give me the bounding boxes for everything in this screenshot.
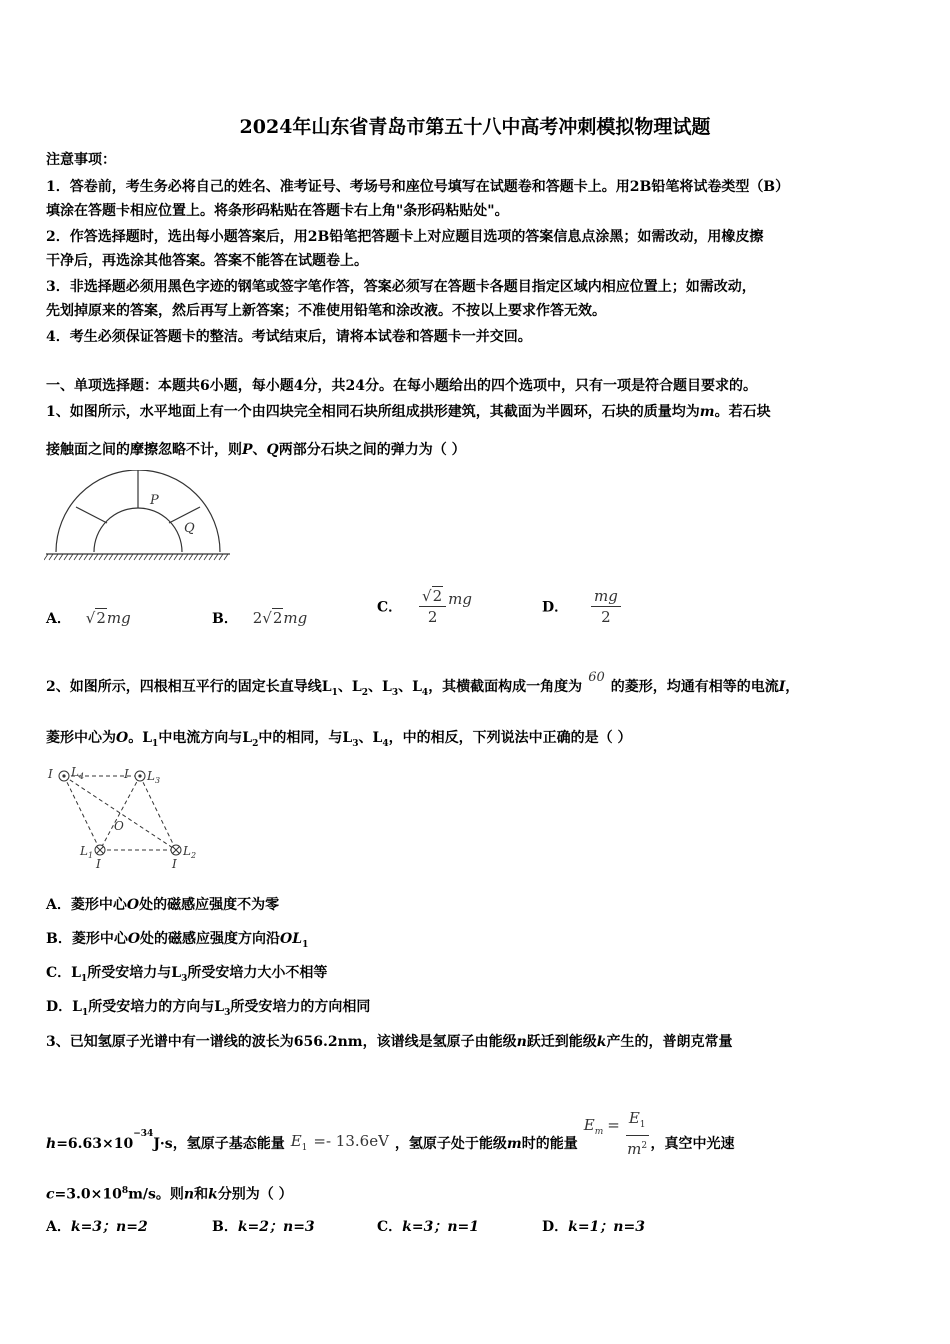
ground-hatch-mark bbox=[124, 554, 128, 560]
ground-hatch-mark bbox=[109, 554, 113, 560]
fig-I-L3: I bbox=[124, 767, 129, 781]
wire-L4-dot bbox=[62, 774, 65, 777]
ground-hatch-mark bbox=[59, 554, 63, 560]
q1-option-b-radicand: 2 bbox=[272, 609, 283, 627]
ground-hatch-mark bbox=[84, 554, 88, 560]
arch-inner-arc bbox=[94, 508, 182, 552]
q2-option-b-text: B．菱形中心 bbox=[46, 931, 128, 947]
ground-hatch-mark bbox=[54, 554, 58, 560]
ground-hatch-mark bbox=[149, 554, 153, 560]
q3-frac-E: E bbox=[628, 1109, 640, 1127]
q2-comma-3: 、L bbox=[398, 679, 422, 695]
q3-option-a[interactable] bbox=[46, 1216, 148, 1236]
q2-comma-2: 、L bbox=[367, 679, 392, 695]
q1-text-a: 1、如图所示，水平地面上有一个由四块完全相同石块所组成拱形建筑，其截面为半圆环，石块的质量均为 bbox=[46, 404, 700, 420]
q2-text-e: 菱形中心为 bbox=[46, 730, 116, 746]
q1-line-2 bbox=[46, 440, 466, 460]
q3-line-1 bbox=[46, 1032, 732, 1052]
ground-hatch-mark bbox=[119, 554, 123, 560]
q1-text-d: 两部分石块之间的弹力为（ ） bbox=[278, 442, 466, 458]
arch-figure bbox=[44, 470, 234, 564]
q2-option-c-a: C．L bbox=[46, 965, 81, 981]
q2-option-b-mid: 处的磁感应强度方向沿 bbox=[140, 931, 281, 947]
q2-sub-2: 2 bbox=[361, 687, 368, 698]
q1-var-m: m bbox=[699, 404, 715, 420]
q3-frac-m: m bbox=[627, 1140, 642, 1158]
q3-text-e: 时的能量 bbox=[521, 1135, 578, 1152]
q2-option-d-s2: 3 bbox=[224, 1007, 231, 1018]
ground-hatch-mark bbox=[74, 554, 78, 560]
q3-option-b-label: B． bbox=[212, 1219, 238, 1235]
q3-and: 和 bbox=[194, 1186, 209, 1203]
ground-hatch-mark bbox=[194, 554, 198, 560]
ground-hatch-mark bbox=[64, 554, 68, 560]
q3-h-value: =6.63×10 bbox=[56, 1135, 134, 1152]
q3-var-n-2: n bbox=[183, 1186, 195, 1203]
q2-text-a: 2、如图所示，四根相互平行的固定长直导线L bbox=[46, 679, 332, 695]
q2-sub-7: 3 bbox=[352, 738, 359, 749]
q3-frac-E-sub: 1 bbox=[639, 1120, 646, 1130]
q1-option-a-tail: mg bbox=[106, 609, 131, 627]
ground-hatch-mark bbox=[139, 554, 143, 560]
ground-hatch-mark bbox=[209, 554, 213, 560]
ground-hatch-mark bbox=[199, 554, 203, 560]
fig-label-L4: $L_4$ bbox=[71, 765, 85, 781]
ground-hatch-mark bbox=[99, 554, 103, 560]
q2-sub-1: 1 bbox=[331, 687, 338, 698]
q2-var-O: O bbox=[116, 730, 129, 746]
q1-var-P: P bbox=[242, 442, 253, 458]
q1-option-c-label: C． bbox=[377, 599, 403, 616]
ground-hatch-mark bbox=[114, 554, 118, 560]
q2-option-d-s1: 1 bbox=[81, 1007, 89, 1018]
q1-sep: 、 bbox=[252, 442, 267, 458]
q1-option-b[interactable]: B． 2√2mg bbox=[212, 609, 308, 627]
ground-hatch-mark bbox=[94, 554, 98, 560]
q3-c-unit: m/s。则 bbox=[128, 1186, 184, 1203]
q3-line-3 bbox=[46, 1181, 293, 1205]
q2-text-j: ，中的相反，下列说法中正确的是（ ） bbox=[388, 730, 632, 746]
q1-option-d-den: 2 bbox=[601, 608, 611, 626]
ground-hatch-mark bbox=[79, 554, 83, 560]
notice-heading: 注意事项： bbox=[46, 152, 116, 168]
q2-text-d: ， bbox=[785, 679, 800, 695]
q2-option-c-c: 所受安培力大小不相等 bbox=[187, 965, 328, 981]
q2-var-I: I bbox=[778, 679, 786, 695]
fig-label-L3: $L_3$ bbox=[147, 769, 161, 785]
notice-line-5: 3．非选择题必须用黑色字迹的钢笔或签字笔作答，答案必须写在答题卡各题目指定区域内相应位置上；如需改动， bbox=[46, 279, 756, 295]
q2-option-d[interactable] bbox=[46, 997, 370, 1023]
q2-option-b-OL: OL bbox=[280, 931, 303, 947]
ground-hatch-mark bbox=[224, 554, 228, 560]
q2-text-g: 中电流方向与L bbox=[158, 730, 253, 746]
q3-var-c: c bbox=[46, 1186, 55, 1203]
q1-option-b-tail: mg bbox=[283, 609, 308, 627]
q3-E1-value: =- 13.6eV bbox=[313, 1131, 389, 1150]
q2-option-d-c: 所受安培力的方向相同 bbox=[230, 999, 371, 1015]
ground-hatch-mark bbox=[159, 554, 163, 560]
q1-option-a[interactable]: A． √2mg bbox=[46, 609, 131, 627]
q2-option-d-b: 所受安培力的方向与L bbox=[88, 999, 225, 1015]
rhombus-diagonal-short bbox=[100, 776, 140, 850]
ground-hatch-mark bbox=[189, 554, 193, 560]
q3-option-a-text: k=3；n=2 bbox=[70, 1219, 148, 1235]
q3-text-g: 分别为（ ） bbox=[217, 1186, 293, 1203]
q3-var-h: h bbox=[46, 1135, 57, 1152]
q2-line-2 bbox=[46, 728, 632, 754]
q2-option-a-tail: 处的磁感应强度不为零 bbox=[139, 897, 280, 913]
q2-line-1 bbox=[46, 670, 800, 703]
q3-var-n: n bbox=[516, 1034, 527, 1050]
ground-hatching bbox=[44, 554, 228, 560]
fig-I-L4: I bbox=[48, 767, 53, 781]
ground-hatch-mark bbox=[154, 554, 158, 560]
q3-option-d[interactable] bbox=[542, 1216, 645, 1236]
fig-label-O: O bbox=[114, 819, 124, 833]
q3-option-c-label: C． bbox=[377, 1219, 403, 1235]
rhombus-side-left bbox=[64, 776, 100, 850]
q2-text-f: 。L bbox=[128, 730, 153, 746]
ground-hatch-mark bbox=[174, 554, 178, 560]
q3-text-f: ，真空中光速 bbox=[650, 1135, 735, 1152]
notice-line-6: 先划掉原来的答案，然后再写上新答案；不准使用铅笔和涂改液。不按以上要求作答无效。 bbox=[46, 303, 606, 319]
notice-line-2: 填涂在答题卡相应位置上。将条形码粘贴在答题卡右上角"条形码粘贴处"。 bbox=[46, 203, 509, 219]
q3-text-a: 3、已知氢原子光谱中有一谱线的波长为656.2nm，该谱线是氢原子由能级 bbox=[46, 1034, 517, 1050]
wire-L3-dot bbox=[138, 774, 141, 777]
q3-var-m: m bbox=[506, 1135, 522, 1152]
rhombus-figure bbox=[44, 762, 209, 870]
q3-option-a-label: A． bbox=[46, 1219, 71, 1235]
page-title: 2024年山东省青岛市第五十八中高考冲刺模拟物理试题 bbox=[239, 116, 711, 138]
ground-hatch-mark bbox=[44, 554, 48, 560]
q3-option-c-text: k=3；n=1 bbox=[402, 1219, 479, 1235]
q2-option-a[interactable] bbox=[46, 895, 279, 915]
q2-angle: 60 bbox=[588, 670, 605, 685]
q1-text-c: 接触面之间的摩擦忽略不计，则 bbox=[46, 442, 242, 458]
q3-line-2 bbox=[46, 1100, 735, 1158]
q3-h-exp: −34 bbox=[133, 1128, 154, 1139]
q3-text-d: ，氢原子处于能级 bbox=[394, 1135, 507, 1152]
q2-option-c-s1: 1 bbox=[81, 973, 88, 984]
q2-text-i: 、L bbox=[358, 730, 383, 746]
q3-frac-m-exp: 2 bbox=[641, 1141, 648, 1151]
fig-I-L1: I bbox=[96, 857, 101, 870]
q1-option-d-label: D． bbox=[542, 599, 569, 616]
q3-E1: E bbox=[290, 1131, 302, 1150]
ground-hatch-mark bbox=[179, 554, 183, 560]
q1-line-1 bbox=[46, 402, 771, 422]
ground-hatch-mark bbox=[104, 554, 108, 560]
ground-hatch-mark bbox=[49, 554, 53, 560]
ground-hatch-mark bbox=[144, 554, 148, 560]
q3-option-b-text: k=2；n=3 bbox=[237, 1219, 315, 1235]
q2-sub-5: 1 bbox=[152, 738, 159, 749]
ground-hatch-mark bbox=[164, 554, 168, 560]
arch-label-Q: Q bbox=[184, 521, 195, 536]
q3-c-exp: 8 bbox=[121, 1186, 129, 1196]
q1-option-a-label: A． bbox=[46, 611, 71, 627]
ground-hatch-mark bbox=[69, 554, 73, 560]
fig-label-L2: $L_2$ bbox=[183, 844, 197, 860]
fig-label-L1: $L_1$ bbox=[80, 844, 94, 860]
ground-hatch-mark bbox=[219, 554, 223, 560]
ground-hatch-mark bbox=[169, 554, 173, 560]
q2-comma-1: 、L bbox=[337, 679, 362, 695]
ground-hatch-mark bbox=[129, 554, 133, 560]
notice-line-3: 2．作答选择题时，选出每小题答案后，用2B铅笔把答题卡上对应题目选项的答案信息点涂黑；如需改动，用橡皮擦 bbox=[46, 229, 764, 245]
q2-option-a-O: O bbox=[126, 897, 140, 913]
q3-c-value: =3.0×10 bbox=[54, 1186, 122, 1203]
section-heading: 一、单项选择题：本题共6小题，每小题4分，共24分。在每小题给出的四个选项中，只有一项是符合题目要求的。 bbox=[46, 378, 757, 394]
q1-option-c-den: 2 bbox=[427, 608, 438, 626]
q1-option-c-radicand: 2 bbox=[432, 587, 443, 605]
q1-text-b: 。若石块 bbox=[714, 404, 771, 420]
ground-hatch-mark bbox=[214, 554, 218, 560]
q2-text-c: 的菱形，均通有相等的电流 bbox=[610, 679, 779, 695]
q1-option-d-num: mg bbox=[591, 586, 621, 607]
q3-var-k: k bbox=[596, 1034, 607, 1050]
q2-option-b-sub: 1 bbox=[302, 939, 309, 950]
q2-sub-3: 3 bbox=[391, 687, 399, 698]
q3-Em-sub: m bbox=[594, 1126, 604, 1137]
fig-I-L2: I bbox=[172, 857, 177, 870]
q3-text-c: 产生的，普朗克常量 bbox=[606, 1034, 733, 1050]
q1-option-c[interactable]: C． $\frac{√2}{2}$ mg bbox=[377, 587, 472, 626]
notice-line-7: 4．考生必须保证答题卡的整洁。考试结束后，请将本试卷和答题卡一并交回。 bbox=[46, 329, 532, 345]
q2-option-b[interactable] bbox=[46, 929, 308, 955]
q3-text-b: 跃迁到能级 bbox=[526, 1034, 597, 1050]
q2-option-c[interactable] bbox=[46, 963, 327, 989]
q2-option-a-text: A．菱形中心 bbox=[46, 897, 127, 913]
q1-option-d[interactable] bbox=[542, 586, 623, 627]
notice-line-1: 1．答卷前，考生务必将自己的姓名、准考证号、考场号和座位号填写在试题卷和答题卡上。用2B铅笔将试卷类型（B） bbox=[46, 179, 790, 195]
q2-option-d-a: D．L bbox=[46, 999, 82, 1015]
rhombus-side-right bbox=[140, 776, 176, 850]
notice-line-4: 干净后，再选涂其他答案。答案不能答在试题卷上。 bbox=[46, 253, 368, 269]
q3-equals: = bbox=[607, 1115, 620, 1134]
ground-hatch-mark bbox=[134, 554, 138, 560]
q3-Em: E bbox=[583, 1115, 595, 1134]
q2-sub-6: 2 bbox=[252, 738, 259, 749]
ground-hatch-mark bbox=[204, 554, 208, 560]
q2-text-h: 中的相同，与L bbox=[258, 730, 353, 746]
q3-E1-sub: 1 bbox=[301, 1142, 308, 1153]
q2-sub-8: 4 bbox=[382, 738, 389, 749]
q1-option-b-coef: 2 bbox=[252, 609, 263, 627]
q3-option-b[interactable] bbox=[212, 1216, 315, 1236]
q3-option-d-label: D． bbox=[542, 1219, 569, 1235]
q2-option-c-s2: 3 bbox=[181, 973, 188, 984]
q2-text-b: ，其横截面构成一角度为 bbox=[428, 679, 583, 695]
q3-option-c[interactable] bbox=[377, 1216, 479, 1236]
q2-sub-4: 4 bbox=[421, 687, 429, 698]
q3-h-unit: J·s，氢原子基态能量 bbox=[153, 1135, 285, 1152]
q1-option-c-tail: mg bbox=[448, 589, 472, 608]
q3-option-d-text: k=1；n=3 bbox=[568, 1219, 645, 1235]
q1-var-Q: Q bbox=[266, 442, 279, 458]
arch-joint-left bbox=[76, 507, 107, 523]
ground-hatch-mark bbox=[184, 554, 188, 560]
q1-option-a-radicand: 2 bbox=[96, 609, 106, 627]
q2-option-c-b: 所受安培力与L bbox=[87, 965, 182, 981]
arch-label-P: P bbox=[150, 493, 159, 508]
ground-hatch-mark bbox=[89, 554, 93, 560]
q3-var-k-2: k bbox=[208, 1186, 218, 1203]
q1-option-b-label: B． bbox=[212, 611, 238, 627]
q2-option-b-O: O bbox=[127, 931, 141, 947]
